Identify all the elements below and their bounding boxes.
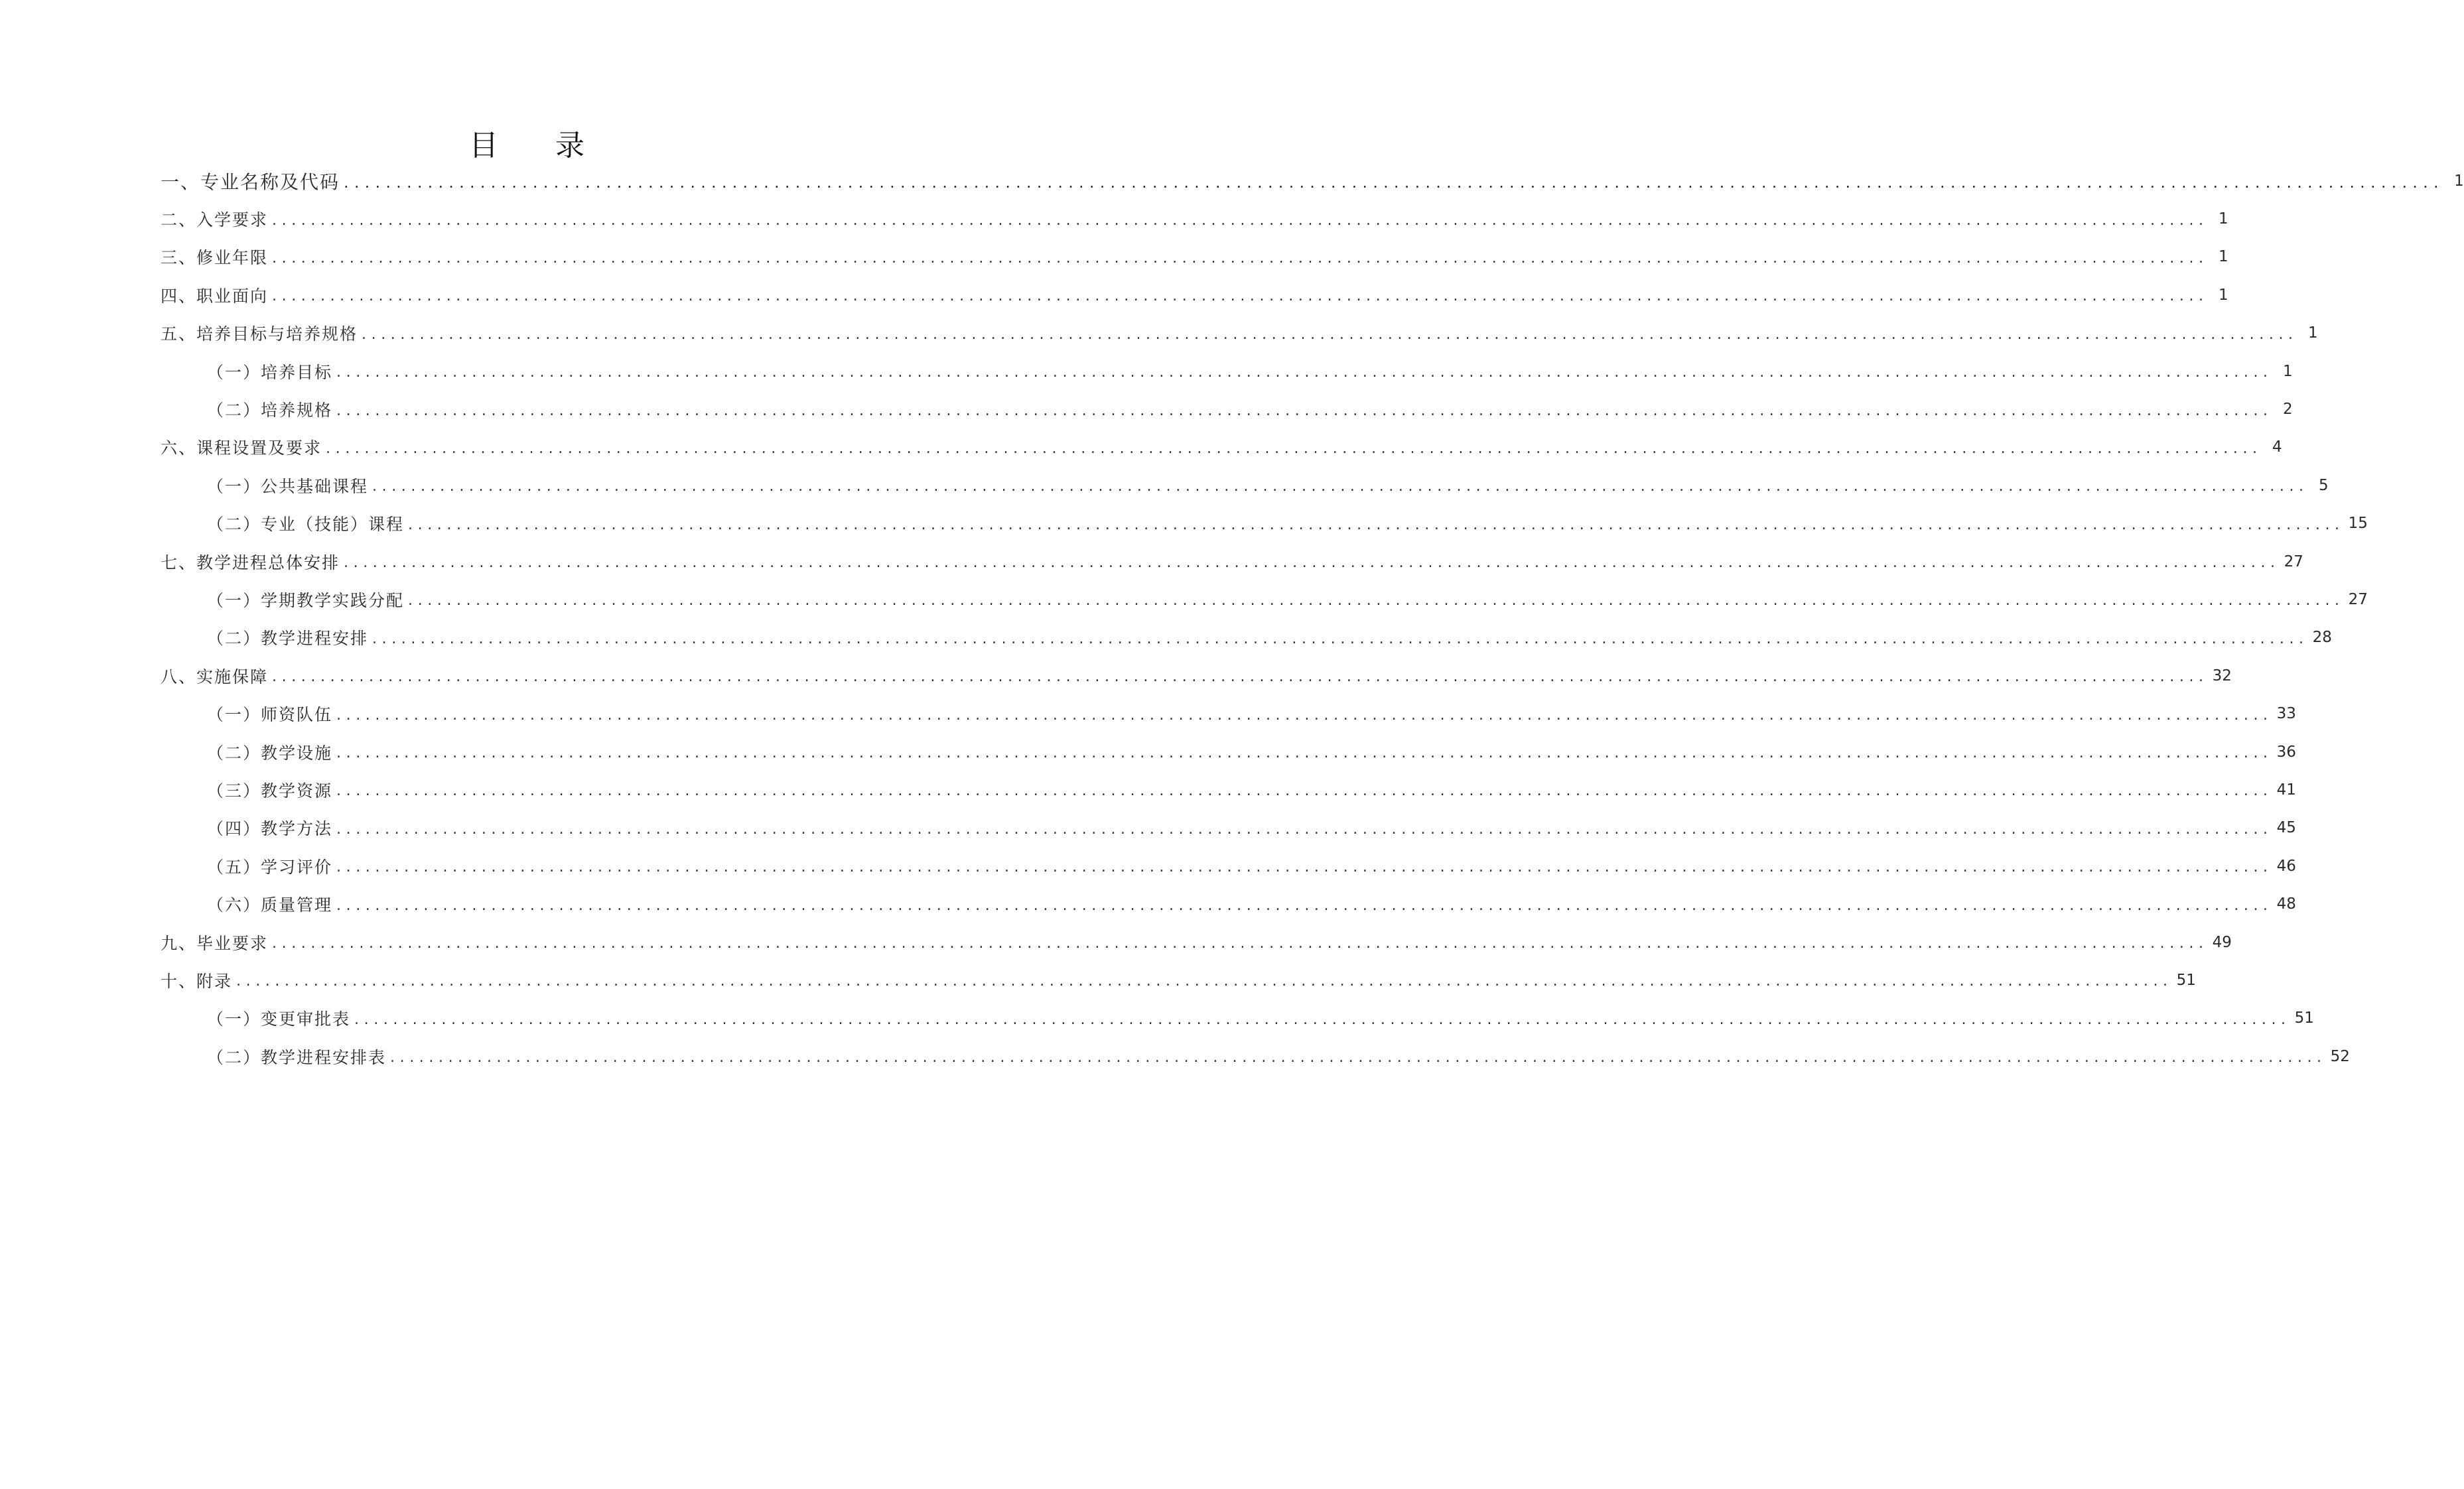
toc-page-number: 36: [2276, 743, 2296, 761]
toc-entry-label: （一）学期教学实践分配: [207, 590, 405, 610]
toc-page-number: 1: [2283, 362, 2293, 380]
toc-entry-label: （六）质量管理: [207, 895, 333, 915]
toc-entry[interactable]: [161, 847, 2296, 885]
toc-entry[interactable]: [161, 466, 2329, 504]
toc-entry-label: 七、教学进程总体安排: [161, 552, 340, 572]
toc-page-number: 1: [2219, 286, 2228, 304]
toc-entry[interactable]: [161, 1037, 2350, 1075]
toc-entry[interactable]: [161, 619, 2332, 657]
toc-entry[interactable]: [161, 390, 2293, 428]
toc-page-number: 27: [2284, 552, 2303, 570]
toc-entry-label: （四）教学方法: [207, 819, 333, 839]
toc-entry-label: （一）公共基础课程: [207, 476, 369, 496]
dot-leader: ........................................................................................................................................................................................................: [362, 326, 2298, 343]
toc-entry[interactable]: [161, 809, 2296, 847]
toc-entry[interactable]: [161, 733, 2296, 771]
dot-leader: ........................................................................................................................................................................................................: [336, 897, 2273, 914]
toc-page-number: 45: [2276, 819, 2296, 837]
toc-entry[interactable]: [161, 694, 2296, 732]
toc-entry[interactable]: [161, 276, 2228, 314]
toc-page-number: 41: [2276, 781, 2296, 799]
toc-entry[interactable]: [161, 352, 2293, 390]
toc-page-number: 48: [2276, 895, 2296, 913]
dot-leader: ........................................................................................................................................................................................................: [336, 783, 2273, 800]
toc-entry-label: （五）学习评价: [207, 857, 333, 877]
dot-leader: ........................................................................................................................................................................................................: [336, 706, 2273, 724]
dot-leader: ........................................................................................................................................................................................................: [272, 935, 2209, 952]
toc-entry-label: （二）专业（技能）课程: [207, 515, 405, 535]
page-title: 目 录: [469, 129, 608, 162]
toc-page-number: 32: [2212, 667, 2232, 684]
dot-leader: ........................................................................................................................................................................................................: [272, 212, 2209, 229]
dot-leader: ........................................................................................................................................................................................................: [390, 1049, 2327, 1067]
toc-page-number: 4: [2272, 438, 2282, 456]
toc-page-number: 1: [2454, 172, 2464, 190]
toc-entry-label: （一）变更审批表: [207, 1009, 351, 1029]
toc-entry[interactable]: [161, 543, 2303, 580]
toc-page-number: 33: [2276, 705, 2296, 723]
toc-entry[interactable]: [161, 200, 2228, 237]
dot-leader: ........................................................................................................................................................................................................: [344, 172, 2444, 192]
dot-leader: ........................................................................................................................................................................................................: [336, 364, 2273, 381]
toc-entry[interactable]: [161, 961, 2196, 999]
toc-page-number: 5: [2319, 476, 2329, 494]
dot-leader: ........................................................................................................................................................................................................: [326, 440, 2262, 457]
dot-leader: ........................................................................................................................................................................................................: [336, 402, 2273, 419]
toc-page-number: 1: [2308, 324, 2318, 342]
toc-page-number: 2: [2283, 401, 2293, 419]
dot-leader: ........................................................................................................................................................................................................: [272, 288, 2209, 305]
toc-entry[interactable]: [161, 505, 2368, 543]
toc-entry[interactable]: [161, 162, 2464, 200]
toc-entry-label: 八、实施保障: [161, 667, 269, 686]
toc-entry-label: （二）教学进程安排表: [207, 1047, 387, 1067]
dot-leader: ........................................................................................................................................................................................................: [336, 745, 2273, 762]
toc-page-number: 1: [2219, 210, 2228, 228]
toc-entry-label: （一）培养目标: [207, 362, 333, 382]
dot-leader: ........................................................................................................................................................................................................: [336, 859, 2273, 876]
toc-entry-label: 十、附录: [161, 971, 233, 991]
table-of-contents: [161, 162, 2464, 1075]
toc-entry[interactable]: [161, 580, 2368, 618]
toc-entry-label: 六、课程设置及要求: [161, 438, 322, 458]
toc-entry-label: 四、职业面向: [161, 286, 269, 306]
toc-entry[interactable]: [161, 1000, 2314, 1037]
toc-page-number: 51: [2294, 1009, 2314, 1027]
dot-leader: ........................................................................................................................................................................................................: [344, 554, 2280, 572]
toc-entry[interactable]: [161, 314, 2318, 352]
toc-entry[interactable]: [161, 923, 2232, 961]
dot-leader: ........................................................................................................................................................................................................: [354, 1011, 2291, 1028]
dot-leader: ........................................................................................................................................................................................................: [372, 478, 2309, 495]
dot-leader: ........................................................................................................................................................................................................: [408, 592, 2345, 610]
toc-entry[interactable]: [161, 428, 2282, 466]
toc-page-number: 1: [2219, 248, 2228, 266]
toc-page-number: 28: [2312, 629, 2332, 647]
dot-leader: ........................................................................................................................................................................................................: [272, 249, 2209, 267]
toc-page-number: 49: [2212, 933, 2232, 951]
toc-entry[interactable]: [161, 657, 2232, 694]
toc-entry-label: 五、培养目标与培养规格: [161, 324, 358, 344]
toc-entry[interactable]: [161, 771, 2296, 809]
toc-entry-label: 三、修业年限: [161, 248, 269, 268]
toc-page-number: 27: [2348, 590, 2368, 608]
dot-leader: ........................................................................................................................................................................................................: [236, 973, 2173, 990]
toc-entry-label: 一、专业名称及代码: [161, 170, 340, 193]
toc-entry[interactable]: [161, 238, 2228, 276]
toc-page-number: 15: [2348, 515, 2368, 533]
dot-leader: ........................................................................................................................................................................................................: [336, 820, 2273, 838]
toc-entry-label: （三）教学资源: [207, 781, 333, 801]
dot-leader: ........................................................................................................................................................................................................: [372, 630, 2309, 647]
toc-entry-label: 九、毕业要求: [161, 933, 269, 953]
toc-page-number: 46: [2276, 857, 2296, 875]
dot-leader: ........................................................................................................................................................................................................: [408, 516, 2345, 533]
dot-leader: ........................................................................................................................................................................................................: [272, 669, 2209, 686]
toc-entry[interactable]: [161, 885, 2296, 923]
toc-entry-label: （二）培养规格: [207, 401, 333, 421]
toc-page-number: 52: [2330, 1047, 2350, 1065]
toc-entry-label: （一）师资队伍: [207, 705, 333, 725]
toc-entry-label: 二、入学要求: [161, 210, 269, 230]
toc-entry-label: （二）教学进程安排: [207, 629, 369, 649]
toc-entry-label: （二）教学设施: [207, 743, 333, 763]
toc-page-number: 51: [2176, 971, 2196, 989]
